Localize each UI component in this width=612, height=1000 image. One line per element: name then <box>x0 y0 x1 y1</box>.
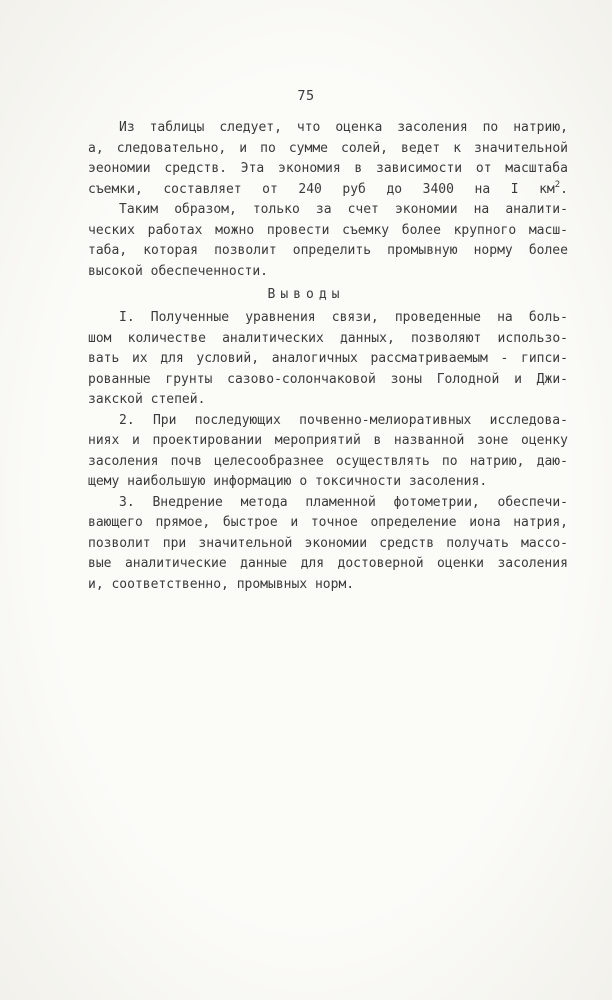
text-line <box>88 159 568 180</box>
word: 2. <box>119 412 135 428</box>
word: почвенно-мелиоративных <box>299 412 472 428</box>
word: значительной <box>474 140 568 156</box>
word: засоления <box>397 120 468 135</box>
word: I. <box>119 310 135 325</box>
word: проведенные <box>394 310 481 325</box>
word: норму <box>473 243 513 258</box>
word: засоления <box>497 556 568 571</box>
word: оценки <box>437 556 485 571</box>
word: на <box>497 310 513 325</box>
line-text: щему наибольшую информацию о токсичности засоления. <box>88 474 488 489</box>
word: гипси- <box>521 351 568 366</box>
text-line <box>88 118 568 139</box>
word: пламенной <box>305 494 376 510</box>
text-line <box>88 139 568 160</box>
text-line <box>88 370 568 391</box>
word: иона <box>469 515 501 530</box>
word: только <box>252 202 300 217</box>
paragraph <box>88 411 568 493</box>
word: более <box>401 222 441 238</box>
word: позволяют <box>410 330 482 346</box>
word: на <box>474 181 491 197</box>
word: оценка <box>335 120 383 135</box>
word: экономия <box>278 161 341 176</box>
word: в <box>373 433 382 448</box>
word: натрию, <box>513 120 568 135</box>
word: связи, <box>331 310 379 325</box>
word: что <box>296 120 321 135</box>
word: средств. <box>164 161 228 176</box>
word: образом, <box>174 202 237 217</box>
word: эеономии <box>88 161 151 176</box>
paragraph <box>88 493 568 596</box>
word: их <box>131 351 148 366</box>
word: натрию, <box>469 453 525 469</box>
word: последующих <box>194 412 281 428</box>
word: счет <box>347 202 379 217</box>
line-text: и, соответственно, промывных норм. <box>88 576 355 592</box>
text-line <box>88 262 568 283</box>
word: зависимости <box>376 161 463 176</box>
word: При <box>152 412 177 428</box>
word: массо- <box>521 535 568 551</box>
word: проектировании <box>152 433 263 448</box>
text-line <box>88 575 568 596</box>
page-number: 75 <box>297 88 315 104</box>
text-line <box>88 200 568 221</box>
word: позволит <box>88 535 151 551</box>
word: целесообразнее <box>214 453 324 469</box>
word: до <box>386 181 403 197</box>
word: осуществлять <box>335 453 430 469</box>
text-line <box>88 534 568 555</box>
line-text: высокой обеспеченности. <box>88 263 269 279</box>
word: Полученные <box>150 310 230 325</box>
word: Голодной <box>436 371 500 387</box>
word: I <box>510 181 519 197</box>
word: и <box>239 140 248 156</box>
word: экономии <box>304 535 368 551</box>
text-line <box>88 308 568 329</box>
word: съемку <box>342 222 390 238</box>
word: вые <box>88 556 112 571</box>
word: количестве <box>127 330 206 346</box>
word: крупного <box>453 222 517 238</box>
word: рассматриваемым <box>370 351 488 366</box>
word: и <box>131 433 140 448</box>
word: от <box>262 181 278 197</box>
word: обеспечи- <box>497 494 568 510</box>
word: и <box>290 515 299 530</box>
word: Из <box>119 120 135 135</box>
text-line <box>88 554 568 575</box>
word: прямое, <box>155 515 211 530</box>
word: по <box>260 140 276 156</box>
word: фотометрии, <box>393 494 480 510</box>
word: следовательно, <box>116 140 227 156</box>
superscript: 2 <box>554 179 561 190</box>
word: по <box>482 120 499 135</box>
word: даю- <box>536 453 568 469</box>
text-line <box>88 390 568 411</box>
word: аналогичных <box>271 351 358 366</box>
text-line <box>88 241 568 262</box>
word: данных, <box>339 330 395 346</box>
word: Джи- <box>536 371 568 387</box>
word: Эта <box>240 161 265 176</box>
text-line <box>88 513 568 534</box>
word: сазово-солончаковой <box>227 371 376 387</box>
word: масш- <box>528 222 568 238</box>
word: а, <box>88 140 104 156</box>
word: руб <box>342 181 366 197</box>
word: работах <box>147 222 203 238</box>
text-line <box>88 329 568 350</box>
body-text-top <box>88 118 568 282</box>
word: которая <box>143 243 198 258</box>
word: использо- <box>497 330 568 346</box>
paragraph <box>88 118 568 200</box>
word: быстрое <box>222 515 278 530</box>
word: вающего <box>88 515 143 530</box>
paragraph <box>88 200 568 282</box>
word: уравнения <box>245 310 316 325</box>
word: таблицы <box>149 120 205 135</box>
word: провести <box>266 222 330 238</box>
section-heading: Выводы <box>267 287 345 302</box>
word: от <box>475 161 492 176</box>
word: можно <box>215 222 255 238</box>
word: ниях <box>88 433 120 448</box>
word: шом <box>88 330 112 346</box>
word: в <box>354 161 363 176</box>
word: аналитические <box>124 556 227 571</box>
text-line <box>88 349 568 370</box>
word: сумме <box>288 140 328 156</box>
word: аналити- <box>505 202 568 217</box>
word: зоне <box>477 433 509 448</box>
word: ческих <box>88 222 135 238</box>
word: составляет <box>163 181 242 197</box>
body-text-conclusions <box>88 308 568 595</box>
word: более <box>528 243 568 258</box>
word: исследова- <box>489 412 568 428</box>
word: ведет <box>401 140 441 156</box>
word: точное <box>310 515 358 530</box>
text-line <box>88 221 568 242</box>
word: почв <box>170 453 202 469</box>
word: для <box>160 351 184 366</box>
text-line <box>88 411 568 432</box>
word: масштаба <box>505 161 568 176</box>
text-line <box>88 472 568 493</box>
word: грунты <box>165 371 213 387</box>
word: названной <box>393 433 465 448</box>
word: - <box>500 351 509 366</box>
word: зоны <box>390 371 422 387</box>
word: следует, <box>219 120 282 135</box>
word: по <box>441 453 458 469</box>
word: мероприятий <box>274 433 361 448</box>
word: метода <box>240 494 288 510</box>
word: при <box>162 535 187 551</box>
word: 240 <box>298 181 322 197</box>
word: солей, <box>341 140 388 156</box>
word: натрия, <box>513 515 568 530</box>
word: данные <box>240 556 288 571</box>
word: рованные <box>88 371 151 387</box>
line-text: закской степей. <box>88 392 206 407</box>
word: определение <box>370 515 457 530</box>
word: на <box>473 202 490 217</box>
paragraph <box>88 308 568 411</box>
word: промывную <box>387 243 458 258</box>
word: определить <box>292 243 372 258</box>
word: засоления <box>88 453 159 469</box>
text-line <box>88 431 568 452</box>
word: 3. <box>119 494 135 510</box>
word: Таким <box>119 202 159 217</box>
word: $км^2$. <box>539 179 568 197</box>
word: экономии <box>394 202 458 217</box>
word: таба, <box>88 243 128 258</box>
word: съемки, <box>88 181 143 197</box>
word: для <box>300 556 325 571</box>
word: боль- <box>528 310 568 325</box>
word: за <box>315 202 332 217</box>
word: средств <box>379 535 435 551</box>
word: достоверной <box>337 556 424 571</box>
text-line <box>88 180 568 201</box>
word: условий, <box>196 351 260 366</box>
text-line <box>88 452 568 473</box>
word: к <box>453 140 462 156</box>
text-line <box>88 493 568 514</box>
word: Внедрение <box>152 494 223 510</box>
word: получать <box>446 535 509 551</box>
word: оценку <box>521 433 568 448</box>
word: и <box>514 371 522 387</box>
word: позволит <box>214 243 277 258</box>
word: значительной <box>198 535 293 551</box>
word: аналитических <box>222 330 324 346</box>
word: 3400 <box>422 181 454 197</box>
word: вать <box>88 351 120 366</box>
